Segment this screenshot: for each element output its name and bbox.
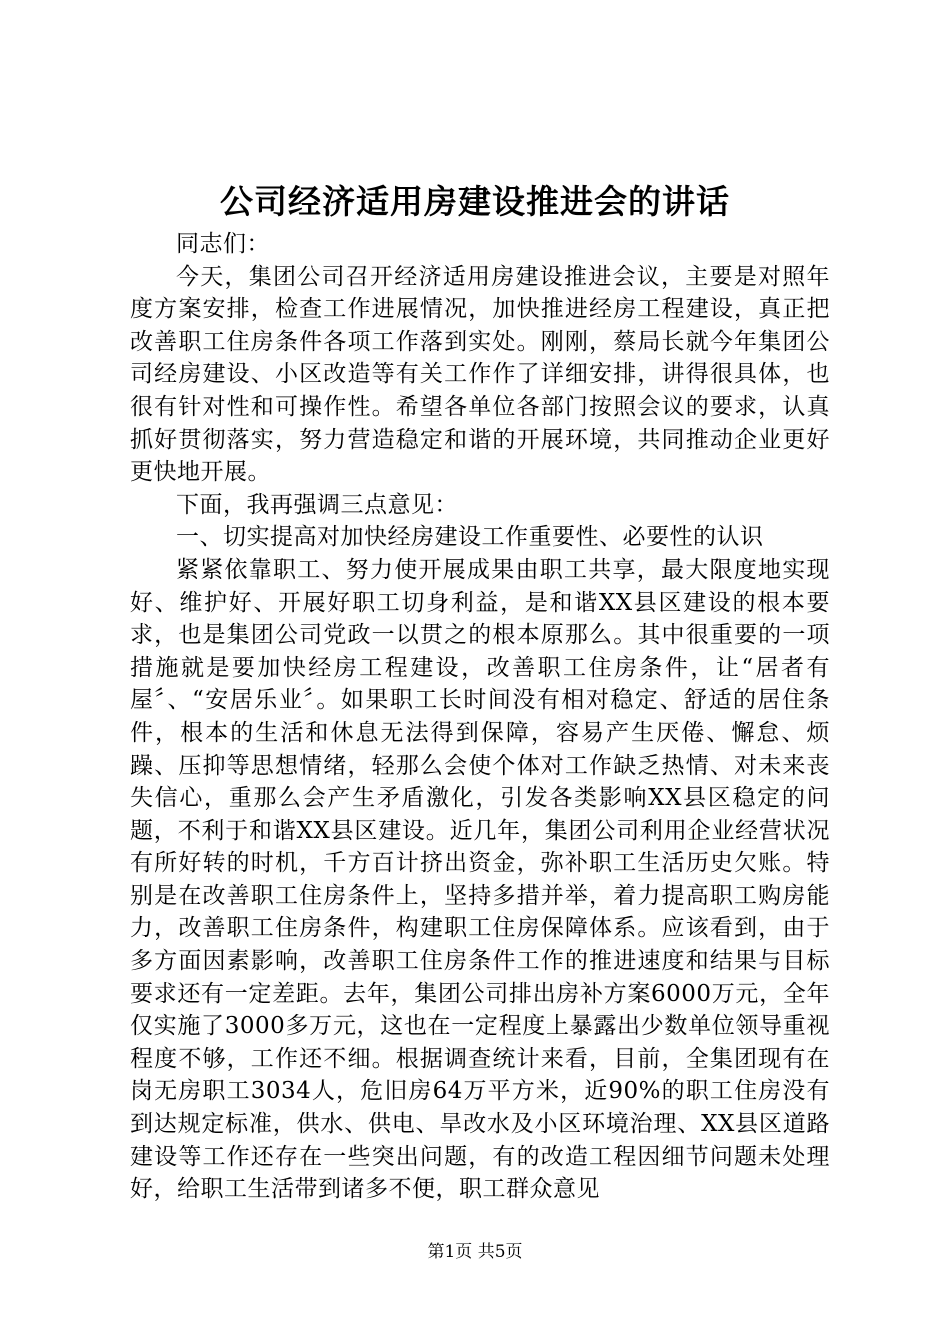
intro-paragraph: 今天，集团公司召开经济适用房建设推进会议，主要是对照年度方案安排，检查工作进展情况，加快推进经房工程建设，真正把改善职工住房条件各项工作落到实处。刚刚，蔡局长就今年集团公司经房建设、小区改造等有关工作作了详细安排，讲得很具体，也很有针对性和可操作性。希望各单位各部门按照会议的要求，认真抓好贯彻落实，努力营造稳定和谐的开展环境，共同推动企业更好更快地开展。 bbox=[130, 263, 830, 486]
page-number-footer: 第1页 共5页 bbox=[427, 1242, 523, 1262]
section-heading-1: 一、切实提高对加快经房建设工作重要性、必要性的认识 bbox=[176, 524, 764, 551]
transition-paragraph: 下面，我再强调三点意见： bbox=[176, 491, 458, 518]
body-paragraph: 紧紧依靠职工、努力使开展成果由职工共享，最大限度地实现好、维护好、开展好职工切身利益，是和谐XX县区建设的根本要求，也是集团公司党政一以贯之的根本原那么。其中很重要的一项措施就是要加快经房工程建设，改善职工住房条件，让“居者有屋〞、“安居乐业〞。如果职工长时间没有相对稳定、舒适的居住条件，根本的生活和休息无法得到保障，容易产生厌倦、懈怠、烦躁、压抑等思想情绪，轻那么会使个体对工作缺乏热情、对未来丧失信心，重那么会产生矛盾激化，引发各类影响XX县区稳定的问题，不利于和谐XX县区建设。近几年，集团公司利用企业经营状况有所好转的时机，千方百计挤出资金，弥补职工生活历史欠账。特别是在改善职工住房条件上，坚持多措并举，着力提高职工购房能力，改善职工住房条件，构建职工住房保障体系。应该看到，由于多方面因素影响，改善职工住房条件工作的推进速度和结果与目标要求还有一定差距。去年，集团公司排出房补方案6000万元，全年仅实施了3000多万元，这也在一定程度上暴露出少数单位领导重视程度不够，工作还不细。根据调查统计来看，目前，全集团现有在岗无房职工3034人，危旧房64万平方米，近90%的职工住房没有到达规定标准，供水、供电、旱改水及小区环境治理、XX县区道路建设等工作还存在一些突出问题，有的改造工程因细节问题未处理好，给职工生活带到诸多不便，职工群众意见 bbox=[130, 556, 830, 1203]
salutation-paragraph: 同志们： bbox=[176, 231, 270, 257]
document-title: 公司经济适用房建设推进会的讲话 bbox=[220, 182, 730, 221]
document-body bbox=[130, 228, 830, 1206]
